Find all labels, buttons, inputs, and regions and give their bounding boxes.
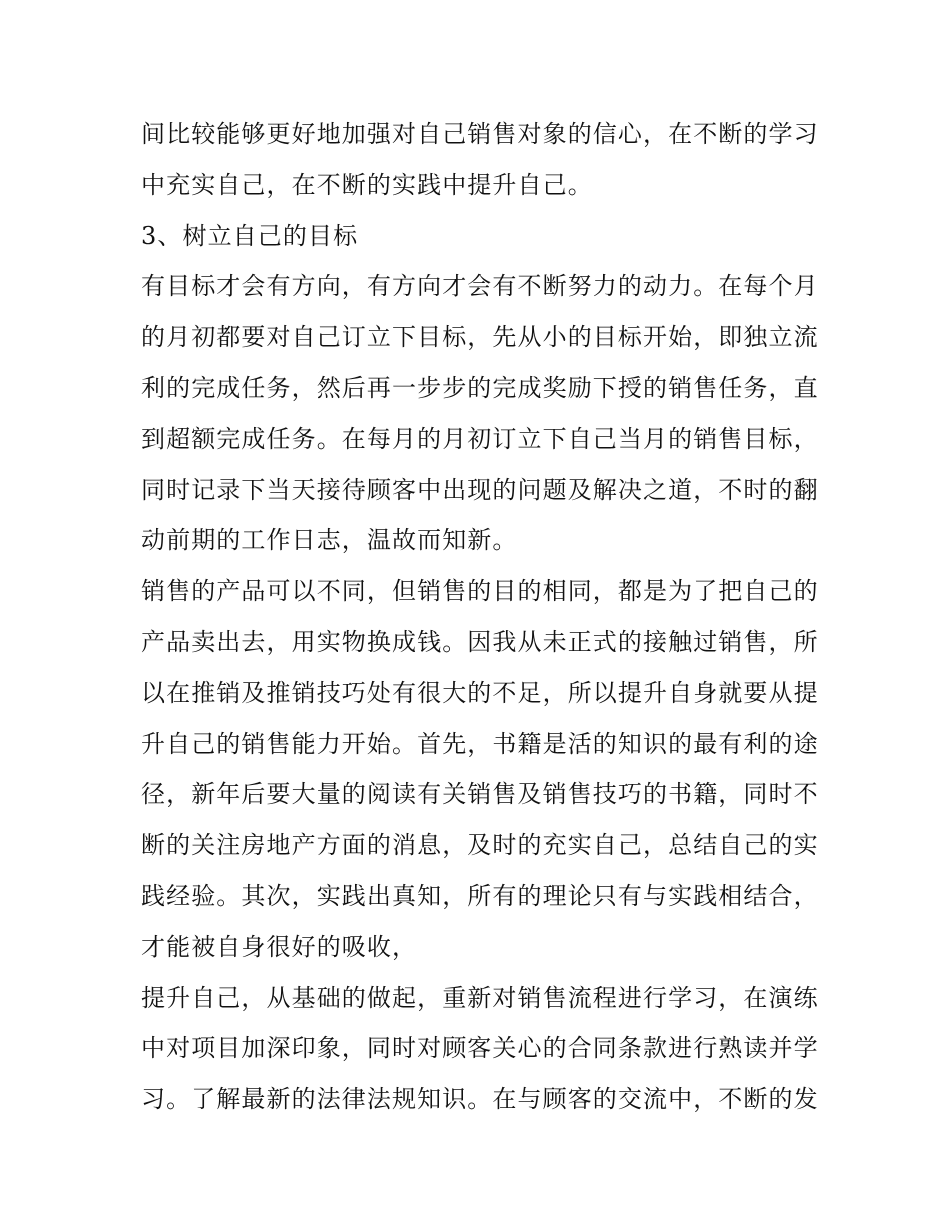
text-line: 销售的产品可以不同，但销售的目的相同，都是为了把自己的	[141, 577, 819, 606]
text-line: 践经验。其次，实践出真知，所有的理论只有与实践相结合，	[141, 881, 819, 910]
text-line: 以在推销及推销技巧处有很大的不足，所以提升自身就要从提	[141, 678, 819, 707]
text-line: 到超额完成任务。在每月的月初订立下自己当月的销售目标，	[141, 424, 819, 453]
text-line: 的月初都要对自己订立下目标，先从小的目标开始，即独立流	[141, 323, 819, 352]
section-heading: 3、树立自己的目标	[141, 221, 359, 250]
text-line: 升自己的销售能力开始。首先，书籍是活的知识的最有利的途	[141, 729, 819, 758]
text-line: 同时记录下当天接待顾客中出现的问题及解决之道，不时的翻	[141, 475, 819, 504]
text-line: 才能被自身很好的吸收，	[141, 932, 418, 961]
text-line: 间比较能够更好地加强对自己销售对象的信心，在不断的学习	[141, 120, 819, 148]
text-line: 径，新年后要大量的阅读有关销售及销售技巧的书籍，同时不	[141, 780, 819, 809]
text-line: 断的关注房地产方面的消息，及时的充实自己，总结自己的实	[141, 831, 819, 860]
document-body	[141, 109, 821, 1125]
text-line: 有目标才会有方向，有方向才会有不断努力的动力。在每个月	[141, 272, 819, 301]
text-line: 产品卖出去，用实物换成钱。因我从未正式的接触过销售，所	[141, 627, 819, 656]
text-line: 提升自己，从基础的做起，重新对销售流程进行学习，在演练	[141, 983, 819, 1012]
text-line: 利的完成任务，然后再一步步的完成奖励下授的销售任务，直	[141, 373, 819, 402]
text-line: 动前期的工作日志，温故而知新。	[141, 526, 518, 555]
text-line: 习。了解最新的法律法规知识。在与顾客的交流中，不断的发	[141, 1085, 819, 1114]
text-line: 中对项目加深印象，同时对顾客关心的合同条款进行熟读并学	[141, 1034, 819, 1063]
text-line: 中充实自己，在不断的实践中提升自己。	[141, 170, 593, 199]
